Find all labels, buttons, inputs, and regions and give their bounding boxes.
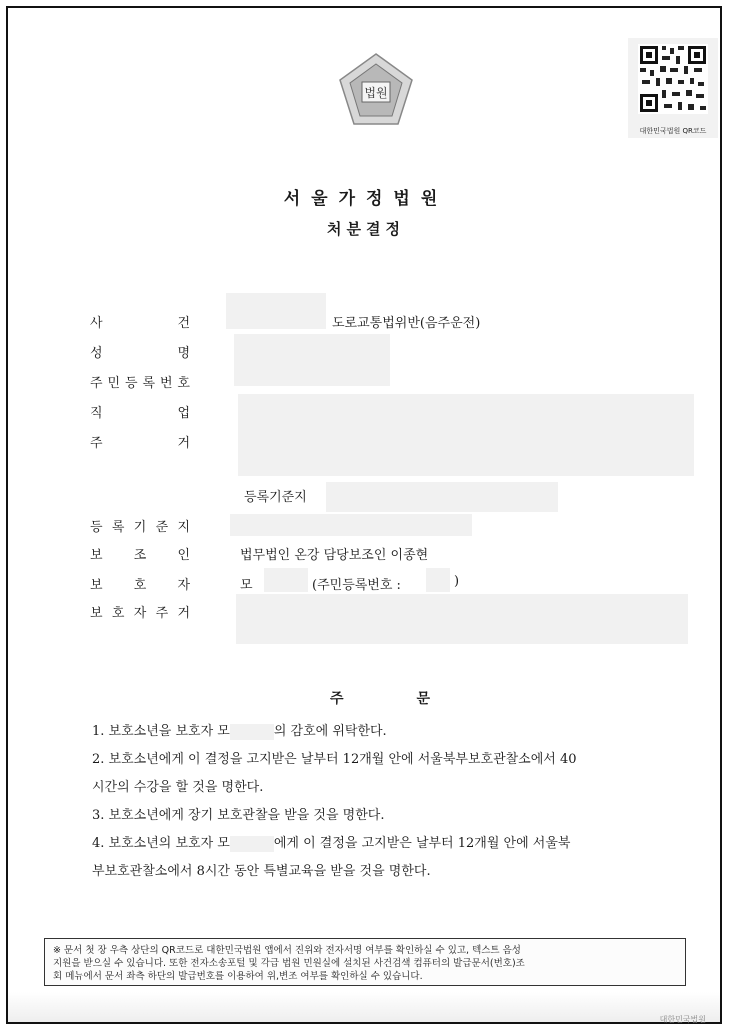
assistant-value: 법무법인 온강 담당보조인 이종현	[240, 548, 429, 563]
footer-band	[8, 992, 720, 1022]
guardian-resident-redaction	[426, 568, 450, 592]
case-label	[90, 312, 190, 331]
order-item-4-line-2: 부보호관찰소에서 8시간 동안 특별교육을 받을 것을 명한다.	[92, 864, 431, 879]
resident-number-label-char-0: 주	[90, 376, 103, 391]
document-page	[6, 6, 722, 1024]
notice-line-2: 지원을 받으실 수 있습니다. 또한 전자소송포털 및 각급 법원 민원실에 설치된 사건검색 컴퓨터의 발급문서(번호)조	[53, 958, 525, 969]
notice-line-1: ※ 문서 첫 장 우측 상단의 QR코드로 대한민국법원 앱에서 진위와 전자서명 여부를 확인하실 수 있고, 텍스트 음성	[53, 945, 521, 956]
order-item-3: 3. 보호소년에게 장기 보호관찰을 받을 것을 명한다.	[92, 808, 385, 823]
assistant-label-char-2: 인	[177, 548, 190, 563]
order-1-text-a: 1. 보호소년을 보호자 모	[92, 724, 230, 739]
registry-sub-redaction	[326, 482, 558, 512]
occupation-label	[90, 402, 190, 421]
order-4-redaction	[230, 836, 274, 852]
order-4-text-b: 에게 이 결정을 고지받은 날부터 12개월 안에 서울북	[273, 836, 571, 851]
address-label-char-0: 주	[90, 436, 103, 451]
name-label-char-0: 성	[90, 346, 103, 361]
resident-number-label-char-3: 록	[142, 376, 156, 391]
document-title: 처분결정	[327, 220, 405, 238]
guardian-relation: 모	[240, 578, 253, 593]
order-heading-char-0: 주	[330, 691, 344, 707]
court-name: 서울가정법원	[283, 189, 449, 209]
assistant-label	[90, 544, 190, 563]
resident-number-label-char-5: 호	[177, 376, 190, 391]
guardian-address-label	[90, 602, 190, 621]
order-item-2-line-2: 시간의 수강을 할 것을 명한다.	[92, 780, 264, 795]
case-label-char-1: 건	[177, 316, 190, 331]
assistant-label-char-0: 보	[90, 548, 103, 563]
verification-notice	[44, 938, 686, 986]
guardian-label-char-2: 자	[177, 578, 190, 593]
guardian-label-char-1: 호	[133, 578, 147, 593]
guardian-address-label-char-1: 호	[111, 606, 125, 621]
occupation-label-char-1: 업	[177, 406, 190, 421]
order-1-redaction	[230, 724, 274, 740]
occupation-address-redaction	[238, 394, 694, 476]
order-item-2-line-1: 2. 보호소년에게 이 결정을 고지받은 날부터 12개월 안에 서울북부보호관찰소에서 40	[92, 752, 577, 767]
court-seal-icon	[338, 52, 414, 128]
guardian-address-label-char-0: 보	[90, 606, 103, 621]
qr-code-area	[628, 38, 718, 138]
registry-label-char-1: 록	[111, 520, 125, 535]
resident-number-label-char-2: 등	[124, 376, 138, 391]
order-1-text-b: 의 감호에 위탁한다.	[273, 724, 387, 739]
resident-number-label-char-4: 번	[159, 376, 173, 391]
guardian-resident-close: )	[454, 574, 460, 589]
name-label-char-1: 명	[177, 346, 190, 361]
occupation-label-char-0: 직	[90, 406, 103, 421]
name-redaction	[234, 334, 390, 386]
registry-redaction	[230, 514, 472, 536]
order-item-4-line-1	[92, 832, 570, 852]
guardian-resident-open: (주민등록번호 :	[312, 578, 401, 593]
resident-number-label	[90, 372, 190, 391]
name-label	[90, 342, 190, 361]
order-heading-char-1: 문	[416, 691, 430, 707]
case-label-char-0: 사	[90, 316, 103, 331]
order-4-text-a: 4. 보호소년의 보호자 모	[92, 836, 230, 851]
order-heading	[330, 688, 430, 708]
seal-text: 법원	[364, 86, 388, 100]
registry-label	[90, 516, 190, 535]
case-number-redaction	[226, 293, 326, 329]
resident-number-label-char-1: 민	[107, 376, 121, 391]
guardian-label	[90, 574, 190, 593]
guardian-address-label-char-2: 자	[133, 606, 147, 621]
assistant-label-char-1: 조	[133, 548, 147, 563]
footer-watermark: 대한민국법원	[659, 1015, 706, 1024]
address-label-char-1: 거	[177, 436, 190, 451]
notice-line-3: 회 메뉴에서 문서 좌측 하단의 발급번호를 이용하여 위,변조 여부를 확인하실 수 있습니다.	[53, 971, 423, 982]
address-label	[90, 432, 190, 451]
registry-label-char-4: 지	[177, 520, 190, 535]
qr-caption: 대한민국법원 QR코드	[639, 127, 707, 135]
guardian-name-redaction	[264, 568, 308, 592]
case-name: 도로교통법위반(음주운전)	[332, 316, 481, 331]
registry-label-char-0: 등	[90, 520, 103, 535]
guardian-address-label-char-3: 주	[155, 606, 169, 621]
order-item-1	[92, 720, 387, 740]
qr-code-icon	[638, 44, 708, 114]
guardian-label-char-0: 보	[90, 578, 103, 593]
address-registry-sublabel: 등록기준지	[244, 490, 307, 505]
registry-label-char-2: 기	[133, 520, 147, 535]
registry-label-char-3: 준	[155, 520, 169, 535]
guardian-address-label-char-4: 거	[177, 606, 190, 621]
guardian-address-redaction	[236, 594, 688, 644]
